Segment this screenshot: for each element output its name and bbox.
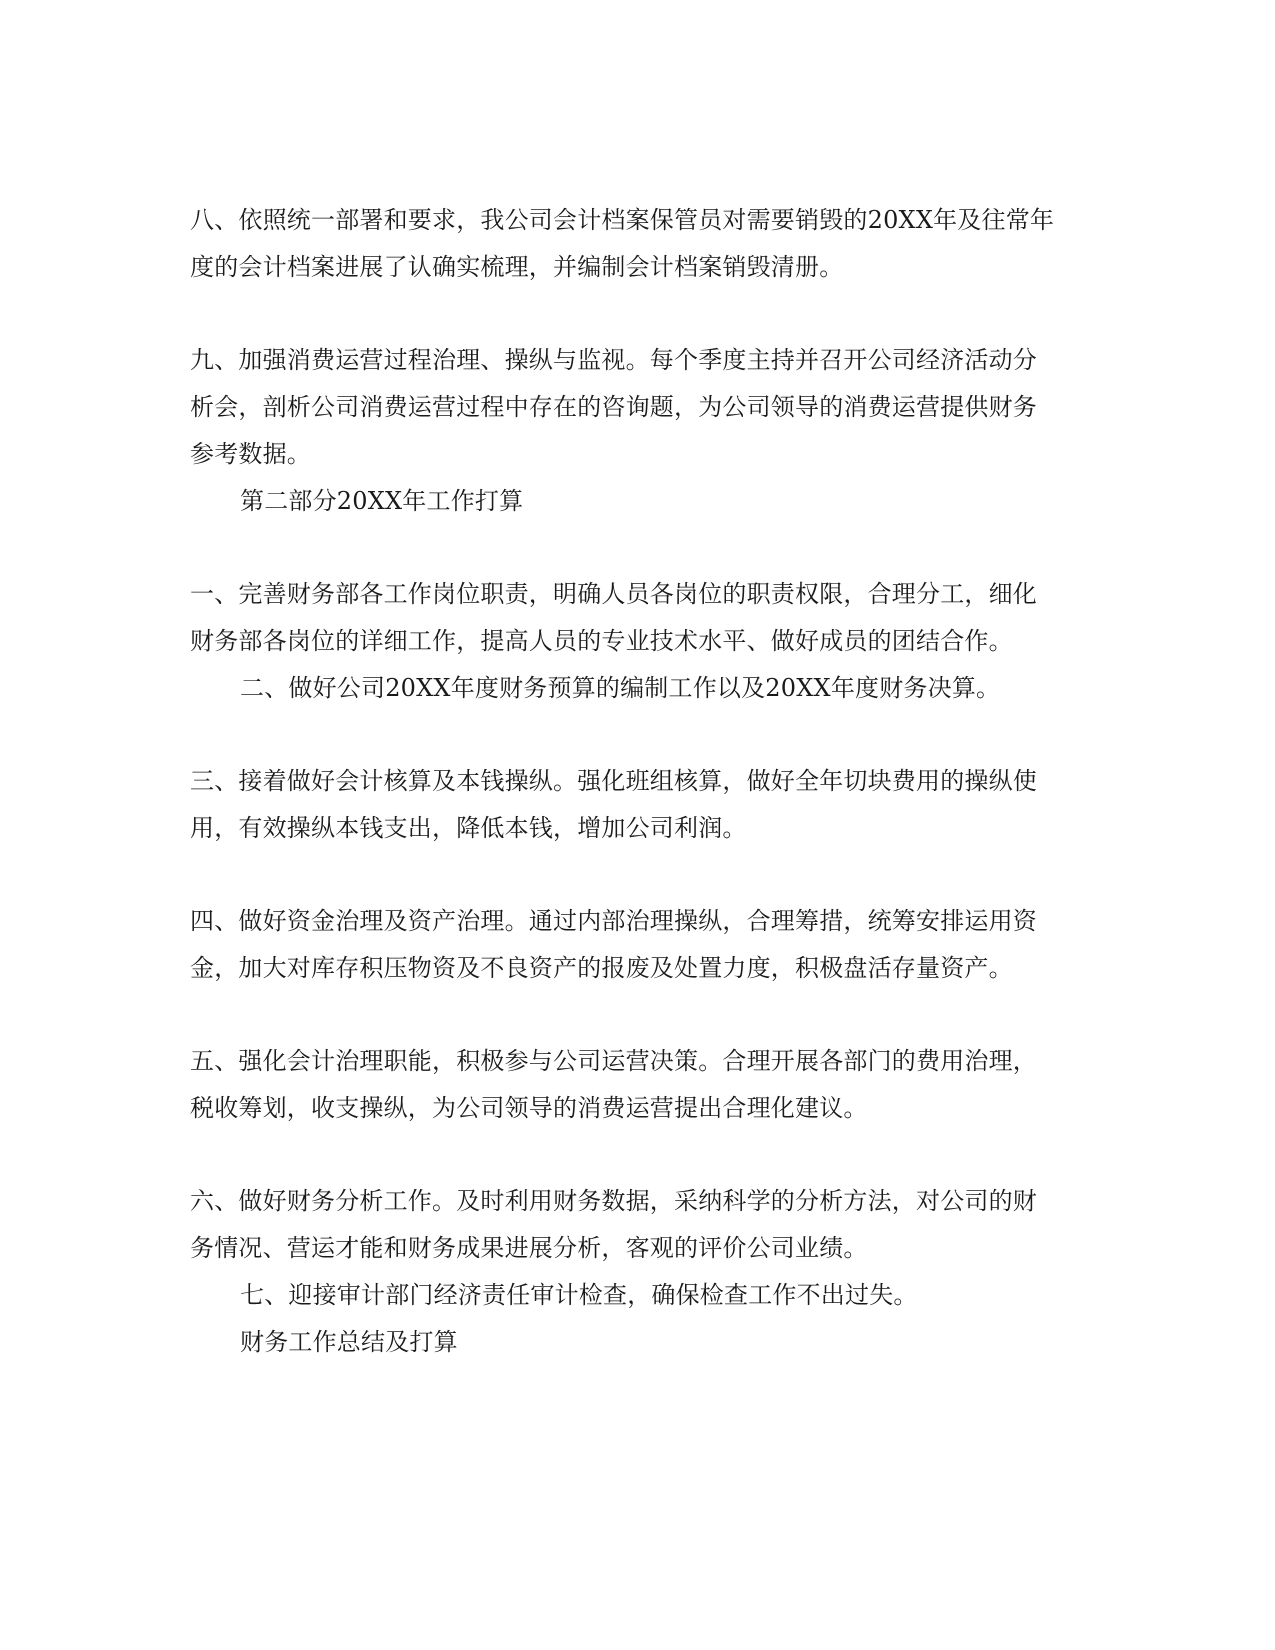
text-line: 务情况、营运才能和财务成果进展分析，客观的评价公司业绩。 (190, 1234, 868, 1262)
text-line: 八、依照统一部署和要求，我公司会计档案保管员对需要销毁的20XX年及往常年 (190, 206, 1055, 234)
text-line: 用，有效操纵本钱支出，降低本钱，增加公司利润。 (190, 814, 747, 842)
text-line: 四、做好资金治理及资产治理。通过内部治理操纵，合理筹措，统筹安排运用资 (190, 907, 1037, 935)
text-line: 金，加大对库存积压物资及不良资产的报废及处置力度，积极盘活存量资产。 (190, 954, 1013, 982)
text-line: 一、完善财务部各工作岗位职责，明确人员各岗位的职责权限，合理分工，细化 (190, 580, 1037, 608)
section-heading: 第二部分20XX年工作打算 (240, 487, 524, 515)
text-line: 三、接着做好会计核算及本钱操纵。强化班组核算，做好全年切块费用的操纵使 (190, 767, 1037, 795)
text-line: 析会，剖析公司消费运营过程中存在的咨询题，为公司领导的消费运营提供财务 (190, 393, 1037, 421)
text-line: 二、做好公司20XX年度财务预算的编制工作以及20XX年度财务决算。 (240, 674, 1001, 702)
text-line: 度的会计档案进展了认确实梳理，并编制会计档案销毁清册。 (190, 253, 844, 281)
closing-title: 财务工作总结及打算 (240, 1328, 458, 1356)
text-line: 五、强化会计治理职能，积极参与公司运营决策。合理开展各部门的费用治理， (190, 1047, 1037, 1075)
text-line: 财务部各岗位的详细工作，提高人员的专业技术水平、做好成员的团结合作。 (190, 627, 1013, 655)
text-line: 七、迎接审计部门经济责任审计检查，确保检查工作不出过失。 (240, 1281, 918, 1309)
text-line: 九、加强消费运营过程治理、操纵与监视。每个季度主持并召开公司经济活动分 (190, 346, 1037, 374)
text-line: 参考数据。 (190, 440, 311, 468)
text-line: 税收筹划，收支操纵，为公司领导的消费运营提出合理化建议。 (190, 1094, 868, 1122)
text-line: 六、做好财务分析工作。及时利用财务数据，采纳科学的分析方法，对公司的财 (190, 1187, 1037, 1215)
